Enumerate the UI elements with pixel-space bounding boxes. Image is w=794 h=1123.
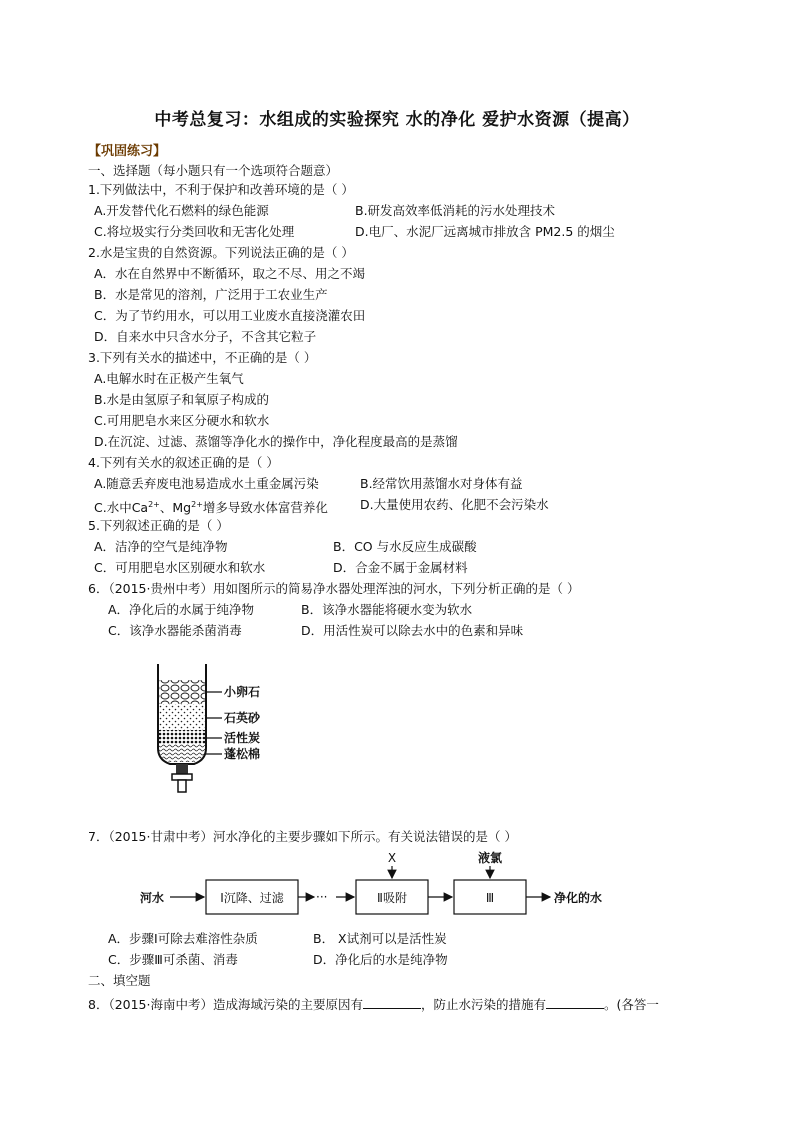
q7-option-a: A．步骤Ⅰ可除去难溶性杂质 [108, 931, 258, 946]
q1-option-b: B.研发高效率低消耗的污水处理技术 [355, 203, 556, 218]
q3-option-d: D.在沉淀、过滤、蒸馏等净化水的操作中，净化程度最高的是蒸馏 [94, 434, 458, 449]
layer-cotton [159, 744, 205, 762]
q3-option-c: C.可用肥皂水来区分硬水和软水 [94, 413, 270, 428]
q6-option-c: C．该净水器能杀菌消毒 [108, 623, 242, 638]
q3-option-a: A.电解水时在正极产生氧气 [94, 371, 244, 386]
flow-step2: Ⅱ吸附 [377, 891, 407, 905]
q7-option-b: B． X试剂可以是活性炭 [313, 931, 447, 946]
label-cotton: 蓬松棉 [224, 747, 261, 761]
q2-option-d: D．自来水中只含水分子，不含其它粒子 [94, 329, 317, 344]
flow-end: 净化的水 [554, 891, 603, 905]
q6-option-d: D．用活性炭可以除去水中的色素和异味 [301, 623, 524, 638]
q5-option-d: D．合金不属于金属材料 [333, 560, 468, 575]
q3-stem: 3.下列有关水的描述中，不正确的是（ ） [88, 350, 317, 365]
flow-step1: Ⅰ沉降、过滤 [220, 891, 284, 905]
purification-flow-diagram [130, 850, 620, 930]
q2-option-b: B．水是常见的溶剂，广泛用于工农业生产 [94, 287, 328, 302]
label-pebbles: 小卵石 [224, 685, 261, 699]
q7-option-d: D．净化后的水是纯净物 [313, 952, 448, 967]
q5-option-b: B．CO 与水反应生成碳酸 [333, 539, 477, 554]
page-title: 中考总复习：水组成的实验探究 水的净化 爱护水资源（提高） [154, 110, 640, 130]
q4-option-c: C.水中$Ca^{2+}$、$Mg^{2+}$增多导致水体富营养化 [94, 500, 328, 516]
flow-step3-input: 液氯 [477, 851, 503, 865]
q1-stem: 1.下列做法中，不利于保护和改善环境的是（ ） [88, 182, 354, 197]
q4-option-a: A.随意丢弃废电池易造成水土重金属污染 [94, 476, 319, 491]
q2-stem: 2.水是宝贵的自然资源。下列说法正确的是（ ） [88, 245, 354, 260]
q6-stem: 6．（2015·贵州中考）用如图所示的简易净水器处理浑浊的河水，下列分析正确的是（ ） [88, 581, 580, 596]
q1-option-d: D.电厂、水泥厂远离城市排放含 PM2.5 的烟尘 [355, 224, 615, 239]
q6-option-b: B．该净水器能将硬水变为软水 [301, 602, 473, 617]
layer-quartz-sand [159, 704, 205, 730]
part1-heading: 一、选择题（每小题只有一个选项符合题意） [88, 163, 339, 178]
q1-option-a: A.开发替代化石燃料的绿色能源 [94, 203, 269, 218]
q5-stem: 5.下列叙述正确的是（ ） [88, 518, 229, 533]
q2-option-a: A．水在自然界中不断循环，取之不尽、用之不竭 [94, 266, 366, 281]
q5-option-c: C．可用肥皂水区别硬水和软水 [94, 560, 266, 575]
water-filter-figure [150, 660, 290, 800]
q4-option-d: D.大量使用农药、化肥不会污染水 [360, 497, 549, 512]
q5-option-a: A．洁净的空气是纯净物 [94, 539, 228, 554]
q4-option-b: B.经常饮用蒸馏水对身体有益 [360, 476, 523, 491]
q8-stem: 8．（2015·海南中考）造成海域污染的主要原因有 ，防止水污染的措施有 。(各答一 [88, 997, 659, 1012]
q4-stem: 4.下列有关水的叙述正确的是（ ） [88, 455, 279, 470]
section-tag: 【巩固练习】 [88, 144, 167, 159]
layer-pebbles [159, 680, 205, 704]
label-activated-carbon: 活性炭 [224, 731, 261, 745]
part2-heading: 二、填空题 [88, 973, 151, 988]
flow-start: 河水 [140, 891, 165, 905]
flow-dots: ··· [316, 890, 328, 904]
q1-option-c: C.将垃圾实行分类回收和无害化处理 [94, 224, 295, 239]
q8-blank-1[interactable] [363, 996, 421, 1009]
q7-option-c: C．步骤Ⅲ可杀菌、消毒 [108, 952, 238, 967]
q6-option-a: A．净化后的水属于纯净物 [108, 602, 255, 617]
q7-stem: 7．（2015·甘肃中考）河水净化的主要步骤如下所示。有关说法错误的是（ ） [88, 829, 517, 844]
q2-option-c: C．为了节约用水，可以用工业废水直接浇灌农田 [94, 308, 366, 323]
flow-step3: Ⅲ [485, 891, 495, 905]
layer-activated-carbon [159, 730, 205, 744]
flow-step2-input: X [387, 851, 397, 865]
q8-blank-2[interactable] [546, 996, 604, 1009]
label-quartz-sand: 石英砂 [224, 711, 261, 725]
q3-option-b: B.水是由氢原子和氧原子构成的 [94, 392, 270, 407]
